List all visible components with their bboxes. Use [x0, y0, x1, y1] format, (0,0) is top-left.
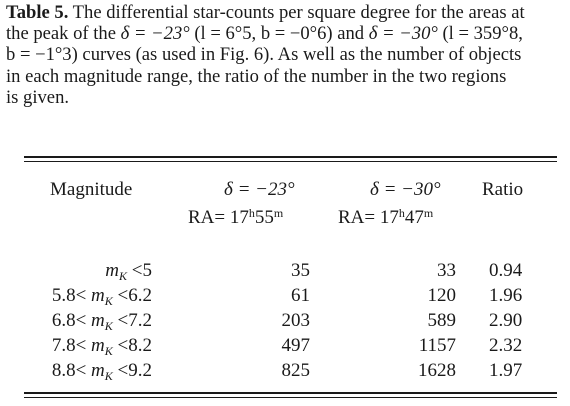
table-caption	[6, 2, 566, 108]
caption-dec-b: δ = −30°	[368, 23, 438, 45]
table-cell-count-23: 35	[291, 260, 310, 281]
table-row-magnitude	[32, 310, 152, 332]
header-ra-23	[188, 207, 283, 229]
table-cell-count-23: 825	[281, 360, 310, 381]
magnitude-var: m	[91, 335, 105, 356]
table-cell-count-23: 61	[291, 285, 310, 306]
table-cell-ratio: 1.96	[489, 285, 523, 306]
caption-line-4: in each magnitude range, the ratio of the number in the two regions	[6, 65, 507, 87]
table-cell-ratio: 2.32	[489, 335, 523, 356]
table-cell-count-30: 589	[427, 310, 456, 331]
caption-line-2a: the peak of the	[6, 23, 121, 45]
magnitude-lower: 5.8<	[51, 285, 92, 306]
table-cell-count-23: 203	[281, 310, 310, 331]
magnitude-subscript: K	[104, 294, 113, 308]
table-cell-count-30: 1628	[418, 360, 456, 381]
caption-dec-a: δ = −23°	[120, 23, 190, 45]
table-cell-ratio: 2.90	[489, 310, 523, 331]
header-dec-30	[370, 179, 441, 201]
magnitude-subscript: K	[104, 369, 113, 383]
magnitude-var: m	[105, 260, 120, 281]
caption-label: Table 5.	[6, 2, 69, 23]
magnitude-upper: <7.2	[112, 310, 152, 331]
table-bottom-rule	[24, 392, 557, 394]
magnitude-var: m	[91, 310, 105, 331]
header-ra-23-prefix: RA= 17	[188, 207, 249, 228]
table-row-magnitude	[32, 260, 152, 282]
header-ra-23-min: 55	[254, 207, 274, 228]
table-row-magnitude	[32, 285, 152, 307]
header-ra-30-h: h	[398, 206, 405, 220]
table-cell-ratio: 0.94	[489, 260, 523, 281]
magnitude-var: m	[91, 285, 105, 306]
table-bottom-rule-2	[24, 397, 557, 399]
magnitude-upper: <6.2	[112, 285, 152, 306]
table-row-magnitude	[32, 360, 152, 382]
magnitude-upper: <9.2	[112, 360, 152, 381]
table-cell-ratio: 1.97	[489, 360, 523, 381]
magnitude-lower: 6.8<	[51, 310, 92, 331]
caption-line-1: The differential star-counts per square degree for the areas at	[68, 2, 525, 23]
magnitude-upper: <8.2	[112, 335, 152, 356]
header-ra-30-m: m	[423, 206, 434, 220]
header-dec-23-text: δ = −23°	[224, 179, 295, 200]
caption-line-2c: (l = 6°5, b = −0°6) and	[189, 23, 369, 45]
magnitude-subscript: K	[104, 319, 113, 333]
header-ra-30	[338, 207, 433, 229]
table-cell-count-30: 33	[437, 260, 456, 281]
caption-line-2e: (l = 359°8,	[437, 23, 523, 45]
table-cell-count-30: 120	[427, 285, 456, 306]
table-row-magnitude	[32, 335, 152, 357]
magnitude-lower: 7.8<	[51, 335, 92, 356]
caption-line-3: b = −1°3) curves (as used in Fig. 6). As well as the number of objects	[6, 44, 522, 66]
header-dec-30-text: δ = −30°	[370, 179, 441, 200]
magnitude-lower: 8.8<	[51, 360, 92, 381]
header-dec-23	[224, 179, 295, 201]
header-magnitude: Magnitude	[50, 179, 133, 200]
magnitude-subscript: K	[119, 269, 128, 283]
header-ratio: Ratio	[482, 179, 524, 200]
magnitude-var: m	[91, 360, 105, 381]
table-cell-count-23: 497	[281, 335, 310, 356]
caption-line-5: is given.	[6, 86, 70, 108]
header-ra-23-m: m	[273, 206, 284, 220]
header-ra-23-h: h	[248, 206, 255, 220]
table-cell-count-30: 1157	[418, 335, 456, 356]
magnitude-upper: <5	[127, 260, 152, 281]
header-ra-30-prefix: RA= 17	[338, 207, 399, 228]
header-ra-30-min: 47	[404, 207, 424, 228]
magnitude-subscript: K	[104, 344, 113, 358]
table-top-rule-2	[24, 161, 557, 163]
table-top-rule	[24, 156, 557, 158]
